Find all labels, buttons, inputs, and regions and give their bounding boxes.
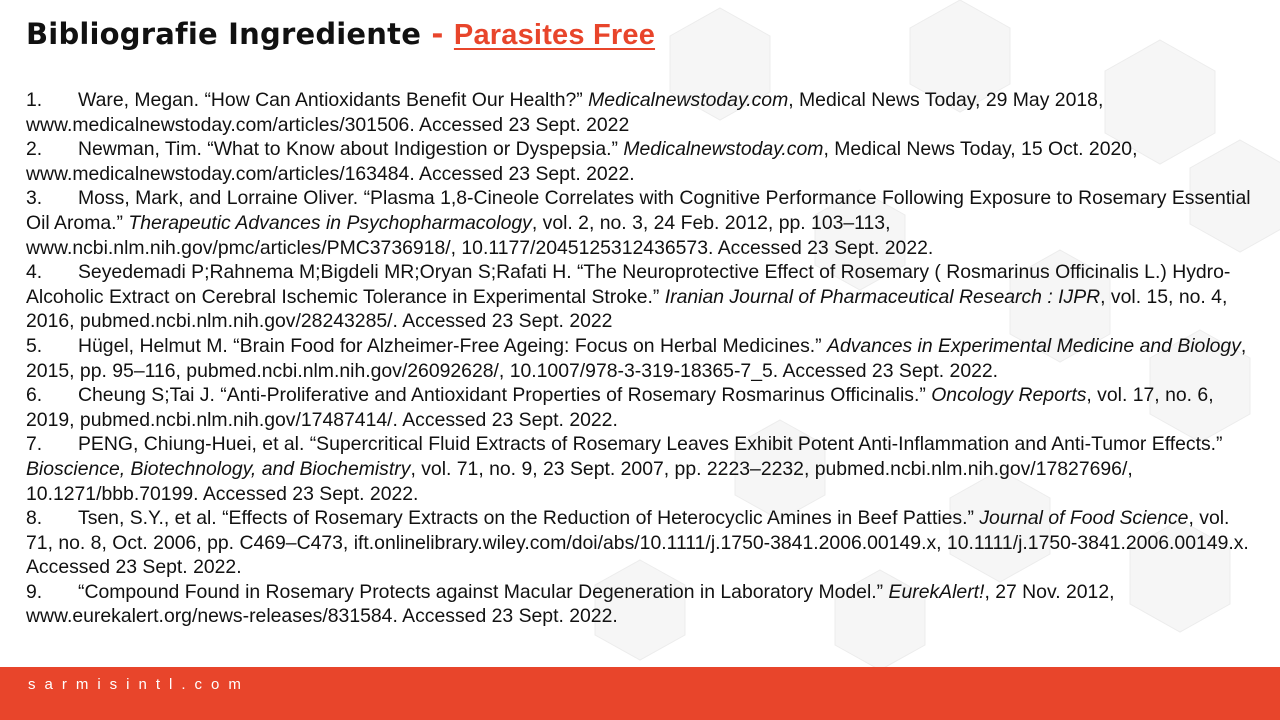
reference-item xyxy=(26,580,1256,629)
reference-number: 5. xyxy=(26,334,43,357)
reference-text: Newman, Tim. “What to Know about Indigestion or Dyspepsia.” xyxy=(78,138,624,161)
reference-details: , 2015, pp. 95–116, pubmed.ncbi.nlm.nih.gov/26092628/, 10.1007/978-3-319-18365-7_5. Accessed 23 Sept. 2022. xyxy=(26,334,1247,382)
reference-details: , Medical News Today, 15 Oct. 2020, www.medicalnewstoday.com/articles/163484. Accessed 23 Sept. 2022. xyxy=(26,138,1138,185)
reference-item xyxy=(26,260,1256,334)
reference-details: , vol. 2, no. 3, 24 Feb. 2012, pp. 103–113, www.ncbi.nlm.nih.gov/pmc/articles/PMC3736918/, 10.1177/2045125312436573. Accessed 23 Sept. 2022. xyxy=(26,211,934,259)
reference-source: Bioscience, Biotechnology, and Biochemistry xyxy=(26,457,411,480)
reference-details: , 27 Nov. 2012, www.eurekalert.org/news-releases/831584. Accessed 23 Sept. 2022. xyxy=(26,580,1115,628)
reference-text: Hügel, Helmut M. “Brain Food for Alzheimer-Free Ageing: Focus on Herbal Medicines.” xyxy=(78,334,828,357)
reference-text: PENG, Chiung-Huei, et al. “Supercritical Fluid Extracts of Rosemary Leaves Exhibit Potent Anti-Inflammation and Anti-Tumor Effects.” xyxy=(78,433,1223,456)
reference-source: Oncology Reports xyxy=(931,384,1087,407)
reference-item xyxy=(26,383,1256,432)
reference-source: Iranian Journal of Pharmaceutical Research : IJPR xyxy=(664,285,1101,308)
reference-text: Tsen, S.Y., et al. “Effects of Rosemary Extracts on the Reduction of Heterocyclic Amines in Beef Patties.” xyxy=(78,507,980,530)
reference-details: , vol. 15, no. 4, 2016, pubmed.ncbi.nlm.nih.gov/28243285/. Accessed 23 Sept. 2022 xyxy=(26,285,1228,333)
reference-number: 7. xyxy=(26,433,43,456)
reference-text: “Compound Found in Rosemary Protects against Macular Degeneration in Laboratory Model.” xyxy=(78,580,889,603)
reference-item xyxy=(26,334,1256,383)
reference-details: , Medical News Today, 29 May 2018, www.medicalnewstoday.com/articles/301506. Accessed 23 Sept. 2022 xyxy=(26,89,1104,136)
reference-number: 4. xyxy=(26,261,43,284)
slide-title xyxy=(26,14,655,55)
reference-number: 9. xyxy=(26,580,43,603)
reference-list xyxy=(26,88,1256,629)
reference-source: EurekAlert! xyxy=(888,580,985,603)
reference-source: Medicalnewstoday.com xyxy=(588,89,789,111)
reference-source: Journal of Food Science xyxy=(979,507,1189,530)
reference-number: 6. xyxy=(26,384,43,407)
reference-item xyxy=(26,506,1256,580)
reference-source: Therapeutic Advances in Psychopharmacology xyxy=(128,211,532,234)
reference-text: Cheung S;Tai J. “Anti-Proliferative and Antioxidant Properties of Rosemary Rosmarinus Officinalis.” xyxy=(78,384,932,407)
reference-number: 1. xyxy=(26,89,43,111)
reference-number: 2. xyxy=(26,138,43,161)
reference-source: Medicalnewstoday.com xyxy=(623,138,824,161)
footer-bar xyxy=(0,667,1280,720)
reference-item xyxy=(26,88,1256,137)
title-accent-link[interactable]: Parasites Free xyxy=(453,19,656,51)
reference-item xyxy=(26,186,1256,260)
reference-source: Advances in Experimental Medicine and Biology xyxy=(827,334,1241,357)
reference-text: Ware, Megan. “How Can Antioxidants Benefit Our Health?” xyxy=(78,89,589,111)
title-main: Bibliografie Ingrediente xyxy=(26,17,422,51)
reference-details: , vol. 71, no. 9, 23 Sept. 2007, pp. 2223–2232, pubmed.ncbi.nlm.nih.gov/17827696/, 10.1271/bbb.70199. Accessed 23 Sept. 2022. xyxy=(26,457,1133,505)
reference-number: 8. xyxy=(26,507,43,530)
reference-text: Moss, Mark, and Lorraine Oliver. “Plasma 1,8-Cineole Correlates with Cognitive Performance Following Exposure to Rosemary Essential Oil Aroma.” xyxy=(26,187,1251,234)
reference-number: 3. xyxy=(26,187,43,210)
reference-details: , vol. 17, no. 6, 2019, pubmed.ncbi.nlm.nih.gov/17487414/. Accessed 23 Sept. 2022. xyxy=(26,384,1214,431)
footer-brand-url: sarmisintl.com xyxy=(28,676,250,693)
title-separator: - xyxy=(421,17,454,51)
reference-item xyxy=(26,432,1256,506)
reference-details: , vol. 71, no. 8, Oct. 2006, pp. C469–C473, ift.onlinelibrary.wiley.com/doi/abs/10.1111/j.1750-3841.2006.00149.x, 10.1111/j.1750-3841.2006.00149.x. Accessed 23 Sept. 2022. xyxy=(26,507,1249,579)
reference-item xyxy=(26,137,1256,186)
reference-text: Seyedemadi P;Rahnema M;Bigdeli MR;Oryan S;Rafati H. “The Neuroprotective Effect of Rosemary ( Rosmarinus Officinalis L.) Hydro-Alcoholic Extract on Cerebral Ischemic Tolerance in Experimental Stroke.” xyxy=(26,261,1231,308)
